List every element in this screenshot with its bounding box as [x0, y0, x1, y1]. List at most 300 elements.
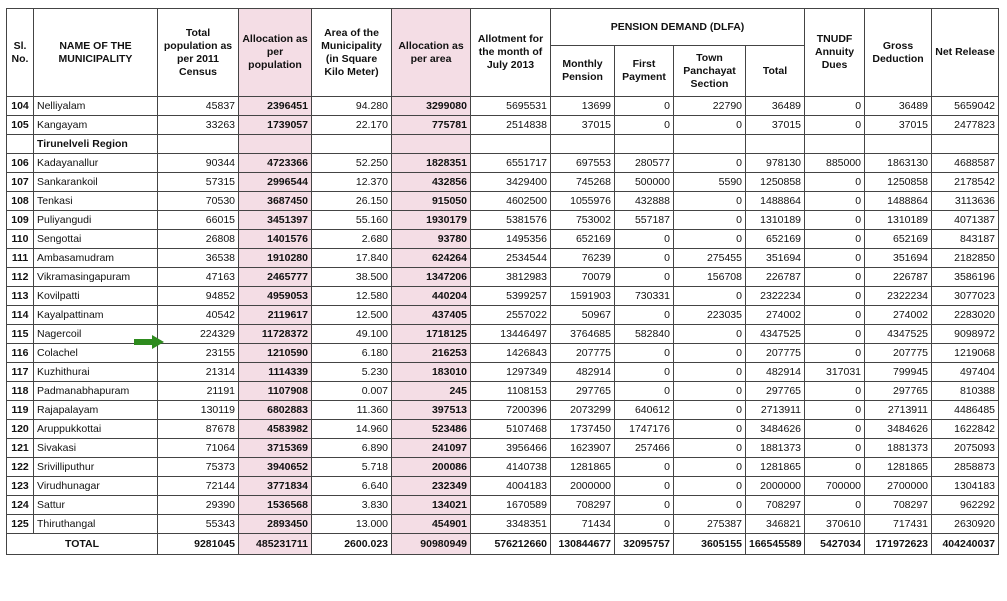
gross-deduction-cell: 37015	[865, 116, 932, 135]
municipality-name-cell: Sattur	[34, 496, 158, 515]
monthly-pension-cell: 1591903	[551, 287, 615, 306]
table-row	[7, 458, 999, 477]
net-release-cell: 2858873	[932, 458, 999, 477]
municipality-name-cell: Kangayam	[34, 116, 158, 135]
net-release-cell: 843187	[932, 230, 999, 249]
alloc-population-cell: 11728372	[239, 325, 312, 344]
alloc-area-cell: 134021	[392, 496, 471, 515]
net-release-cell: 497404	[932, 363, 999, 382]
population-cell	[158, 135, 239, 154]
alloc-population-cell: 1114339	[239, 363, 312, 382]
allotment-cell: 3348351	[471, 515, 551, 534]
net-release-cell: 4688587	[932, 154, 999, 173]
net-release-cell: 1219068	[932, 344, 999, 363]
sl-no-cell: 114	[7, 306, 34, 325]
monthly-pension-cell: 1623907	[551, 439, 615, 458]
sl-no-cell: 121	[7, 439, 34, 458]
town-panchayat-cell: 156708	[674, 268, 746, 287]
gross-deduction-cell: 297765	[865, 382, 932, 401]
total-gross-deduction: 171972623	[865, 534, 932, 555]
table-row	[7, 268, 999, 287]
town-panchayat-cell: 22790	[674, 97, 746, 116]
town-panchayat-cell: 0	[674, 401, 746, 420]
total-alloc-population: 485231711	[239, 534, 312, 555]
monthly-pension-cell: 1055976	[551, 192, 615, 211]
population-cell: 55343	[158, 515, 239, 534]
municipality-name-cell: Nagercoil	[34, 325, 158, 344]
alloc-population-cell: 1536568	[239, 496, 312, 515]
total-net-release: 404240037	[932, 534, 999, 555]
sl-no-cell: 113	[7, 287, 34, 306]
tnudf-dues-cell: 0	[805, 496, 865, 515]
sl-no-cell: 107	[7, 173, 34, 192]
gross-deduction-cell: 1250858	[865, 173, 932, 192]
alloc-area-cell: 397513	[392, 401, 471, 420]
allotment-cell: 7200396	[471, 401, 551, 420]
table-row	[7, 382, 999, 401]
alloc-area-cell: 437405	[392, 306, 471, 325]
town-panchayat-cell: 275387	[674, 515, 746, 534]
sl-no-cell	[7, 135, 34, 154]
header-net-release: Net Release	[932, 9, 999, 97]
population-cell: 29390	[158, 496, 239, 515]
total-row	[7, 534, 999, 555]
tnudf-dues-cell: 370610	[805, 515, 865, 534]
monthly-pension-cell: 708297	[551, 496, 615, 515]
area-cell: 26.150	[312, 192, 392, 211]
town-panchayat-cell: 0	[674, 477, 746, 496]
allotment-cell	[471, 135, 551, 154]
alloc-population-cell: 4959053	[239, 287, 312, 306]
pension-total-cell: 652169	[746, 230, 805, 249]
header-pension-total: Total	[746, 46, 805, 97]
sl-no-cell: 108	[7, 192, 34, 211]
table-body	[7, 97, 999, 534]
pension-total-cell: 1488864	[746, 192, 805, 211]
gross-deduction-cell: 1488864	[865, 192, 932, 211]
municipality-name-cell: Tenkasi	[34, 192, 158, 211]
header-monthly-pension: Monthly Pension	[551, 46, 615, 97]
monthly-pension-cell: 482914	[551, 363, 615, 382]
area-cell: 55.160	[312, 211, 392, 230]
population-cell: 90344	[158, 154, 239, 173]
alloc-area-cell: 432856	[392, 173, 471, 192]
header-gross-deduction: Gross Deduction	[865, 9, 932, 97]
population-cell: 94852	[158, 287, 239, 306]
net-release-cell: 962292	[932, 496, 999, 515]
municipality-name-cell: Kovilpatti	[34, 287, 158, 306]
pension-total-cell	[746, 135, 805, 154]
monthly-pension-cell: 70079	[551, 268, 615, 287]
town-panchayat-cell	[674, 135, 746, 154]
sl-no-cell: 116	[7, 344, 34, 363]
alloc-population-cell: 3687450	[239, 192, 312, 211]
pension-total-cell: 708297	[746, 496, 805, 515]
tnudf-dues-cell	[805, 135, 865, 154]
first-payment-cell: 730331	[615, 287, 674, 306]
allotment-cell: 2514838	[471, 116, 551, 135]
monthly-pension-cell: 2000000	[551, 477, 615, 496]
table-row	[7, 154, 999, 173]
pension-total-cell: 226787	[746, 268, 805, 287]
alloc-population-cell: 2996544	[239, 173, 312, 192]
alloc-area-cell: 93780	[392, 230, 471, 249]
allotment-cell: 4602500	[471, 192, 551, 211]
monthly-pension-cell: 1737450	[551, 420, 615, 439]
area-cell: 49.100	[312, 325, 392, 344]
alloc-area-cell: 241097	[392, 439, 471, 458]
first-payment-cell: 0	[615, 382, 674, 401]
monthly-pension-cell: 2073299	[551, 401, 615, 420]
sl-no-cell: 109	[7, 211, 34, 230]
total-population: 9281045	[158, 534, 239, 555]
arrow-right-icon	[134, 335, 164, 349]
header-total-population: Total population as per 2011 Census	[158, 9, 239, 97]
total-area: 2600.023	[312, 534, 392, 555]
municipality-name-cell: Aruppukkottai	[34, 420, 158, 439]
alloc-population-cell: 1910280	[239, 249, 312, 268]
net-release-cell: 2178542	[932, 173, 999, 192]
pension-total-cell: 1310189	[746, 211, 805, 230]
area-cell: 2.680	[312, 230, 392, 249]
alloc-area-cell: 1347206	[392, 268, 471, 287]
pension-total-cell: 36489	[746, 97, 805, 116]
pension-total-cell: 297765	[746, 382, 805, 401]
pension-total-cell: 1250858	[746, 173, 805, 192]
municipality-name-cell: Tirunelveli Region	[34, 135, 158, 154]
table-row	[7, 287, 999, 306]
net-release-cell: 1622842	[932, 420, 999, 439]
monthly-pension-cell	[551, 135, 615, 154]
alloc-population-cell: 1739057	[239, 116, 312, 135]
municipality-name-cell: Colachel	[34, 344, 158, 363]
alloc-area-cell: 183010	[392, 363, 471, 382]
tnudf-dues-cell: 0	[805, 173, 865, 192]
area-cell: 52.250	[312, 154, 392, 173]
pension-total-cell: 346821	[746, 515, 805, 534]
pension-total-cell: 4347525	[746, 325, 805, 344]
municipality-name-cell: Vikramasingapuram	[34, 268, 158, 287]
tnudf-dues-cell: 0	[805, 458, 865, 477]
population-cell: 45837	[158, 97, 239, 116]
sl-no-cell: 119	[7, 401, 34, 420]
table-row	[7, 363, 999, 382]
header-allotment: Allotment for the month of July 2013	[471, 9, 551, 97]
tnudf-dues-cell: 0	[805, 116, 865, 135]
area-cell: 12.580	[312, 287, 392, 306]
town-panchayat-cell: 223035	[674, 306, 746, 325]
town-panchayat-cell: 0	[674, 154, 746, 173]
municipality-name-cell: Sankarankoil	[34, 173, 158, 192]
town-panchayat-cell: 275455	[674, 249, 746, 268]
sl-no-cell: 105	[7, 116, 34, 135]
allocation-table	[6, 8, 999, 555]
first-payment-cell: 0	[615, 249, 674, 268]
population-cell: 21191	[158, 382, 239, 401]
area-cell: 14.960	[312, 420, 392, 439]
pension-total-cell: 1281865	[746, 458, 805, 477]
population-cell: 71064	[158, 439, 239, 458]
town-panchayat-cell: 0	[674, 325, 746, 344]
municipality-name-cell: Puliyangudi	[34, 211, 158, 230]
area-cell	[312, 135, 392, 154]
gross-deduction-cell: 207775	[865, 344, 932, 363]
net-release-cell: 4071387	[932, 211, 999, 230]
net-release-cell: 3586196	[932, 268, 999, 287]
alloc-population-cell: 3940652	[239, 458, 312, 477]
table-row	[7, 173, 999, 192]
alloc-population-cell: 1210590	[239, 344, 312, 363]
allotment-cell: 4140738	[471, 458, 551, 477]
sl-no-cell: 124	[7, 496, 34, 515]
alloc-population-cell: 1401576	[239, 230, 312, 249]
tnudf-dues-cell: 0	[805, 344, 865, 363]
header-tnudf: TNUDF Annuity Dues	[805, 9, 865, 97]
town-panchayat-cell: 0	[674, 382, 746, 401]
monthly-pension-cell: 697553	[551, 154, 615, 173]
area-cell: 12.370	[312, 173, 392, 192]
tnudf-dues-cell: 0	[805, 97, 865, 116]
net-release-cell: 2182850	[932, 249, 999, 268]
first-payment-cell: 257466	[615, 439, 674, 458]
area-cell: 17.840	[312, 249, 392, 268]
area-cell: 11.360	[312, 401, 392, 420]
municipality-name-cell: Nelliyalam	[34, 97, 158, 116]
header-town-panchayat: Town Panchayat Section	[674, 46, 746, 97]
alloc-area-cell: 3299080	[392, 97, 471, 116]
table-row	[7, 401, 999, 420]
pension-total-cell: 207775	[746, 344, 805, 363]
pension-total-cell: 482914	[746, 363, 805, 382]
area-cell: 6.180	[312, 344, 392, 363]
population-cell: 40542	[158, 306, 239, 325]
alloc-area-cell	[392, 135, 471, 154]
allotment-cell: 1108153	[471, 382, 551, 401]
town-panchayat-cell: 0	[674, 211, 746, 230]
tnudf-dues-cell: 0	[805, 287, 865, 306]
sl-no-cell: 122	[7, 458, 34, 477]
town-panchayat-cell: 0	[674, 458, 746, 477]
area-cell: 5.718	[312, 458, 392, 477]
monthly-pension-cell: 753002	[551, 211, 615, 230]
allotment-cell: 3956466	[471, 439, 551, 458]
town-panchayat-cell: 0	[674, 344, 746, 363]
monthly-pension-cell: 1281865	[551, 458, 615, 477]
sl-no-cell: 120	[7, 420, 34, 439]
alloc-population-cell: 2119617	[239, 306, 312, 325]
gross-deduction-cell: 1310189	[865, 211, 932, 230]
area-cell: 6.890	[312, 439, 392, 458]
total-monthly-pension: 130844677	[551, 534, 615, 555]
alloc-population-cell: 4723366	[239, 154, 312, 173]
alloc-area-cell: 216253	[392, 344, 471, 363]
sl-no-cell: 106	[7, 154, 34, 173]
gross-deduction-cell: 652169	[865, 230, 932, 249]
municipality-name-cell: Sivakasi	[34, 439, 158, 458]
population-cell: 87678	[158, 420, 239, 439]
allotment-cell: 6551717	[471, 154, 551, 173]
tnudf-dues-cell: 0	[805, 420, 865, 439]
alloc-population-cell: 2396451	[239, 97, 312, 116]
table-row	[7, 192, 999, 211]
pension-total-cell: 978130	[746, 154, 805, 173]
allotment-cell: 2534544	[471, 249, 551, 268]
header-area: Area of the Municipality (in Square Kilo Meter)	[312, 9, 392, 97]
monthly-pension-cell: 207775	[551, 344, 615, 363]
first-payment-cell: 0	[615, 477, 674, 496]
header-sl-no: Sl. No.	[7, 9, 34, 97]
pension-total-cell: 3484626	[746, 420, 805, 439]
total-alloc-area: 90980949	[392, 534, 471, 555]
first-payment-cell: 640612	[615, 401, 674, 420]
first-payment-cell: 0	[615, 306, 674, 325]
table-row	[7, 306, 999, 325]
gross-deduction-cell: 1281865	[865, 458, 932, 477]
alloc-population-cell: 6802883	[239, 401, 312, 420]
tnudf-dues-cell: 0	[805, 382, 865, 401]
tnudf-dues-cell: 317031	[805, 363, 865, 382]
population-cell: 21314	[158, 363, 239, 382]
monthly-pension-cell: 297765	[551, 382, 615, 401]
allotment-cell: 3429400	[471, 173, 551, 192]
allotment-cell: 1297349	[471, 363, 551, 382]
area-cell: 0.007	[312, 382, 392, 401]
net-release-cell: 2630920	[932, 515, 999, 534]
sl-no-cell: 125	[7, 515, 34, 534]
municipality-name-cell: Srivilliputhur	[34, 458, 158, 477]
pension-total-cell: 351694	[746, 249, 805, 268]
first-payment-cell: 0	[615, 97, 674, 116]
total-town-panchayat: 3605155	[674, 534, 746, 555]
municipality-name-cell: Padmanabhapuram	[34, 382, 158, 401]
alloc-area-cell: 624264	[392, 249, 471, 268]
alloc-area-cell: 915050	[392, 192, 471, 211]
gross-deduction-cell: 351694	[865, 249, 932, 268]
first-payment-cell: 0	[615, 344, 674, 363]
first-payment-cell: 0	[615, 230, 674, 249]
region-header-row	[7, 135, 999, 154]
alloc-population-cell: 1107908	[239, 382, 312, 401]
alloc-area-cell: 454901	[392, 515, 471, 534]
tnudf-dues-cell: 0	[805, 249, 865, 268]
allotment-cell: 2557022	[471, 306, 551, 325]
sl-no-cell: 118	[7, 382, 34, 401]
sl-no-cell: 117	[7, 363, 34, 382]
alloc-population-cell: 2893450	[239, 515, 312, 534]
town-panchayat-cell: 0	[674, 287, 746, 306]
gross-deduction-cell: 2322234	[865, 287, 932, 306]
first-payment-cell: 0	[615, 515, 674, 534]
gross-deduction-cell: 274002	[865, 306, 932, 325]
first-payment-cell: 1747176	[615, 420, 674, 439]
alloc-population-cell: 3771834	[239, 477, 312, 496]
town-panchayat-cell: 0	[674, 192, 746, 211]
header-name: NAME OF THE MUNICIPALITY	[34, 9, 158, 97]
town-panchayat-cell: 0	[674, 230, 746, 249]
monthly-pension-cell: 3764685	[551, 325, 615, 344]
header-first-payment: First Payment	[615, 46, 674, 97]
municipality-name-cell: Thiruthangal	[34, 515, 158, 534]
first-payment-cell: 582840	[615, 325, 674, 344]
town-panchayat-cell: 0	[674, 363, 746, 382]
table-row	[7, 249, 999, 268]
area-cell: 22.170	[312, 116, 392, 135]
gross-deduction-cell: 708297	[865, 496, 932, 515]
sl-no-cell: 115	[7, 325, 34, 344]
tnudf-dues-cell: 0	[805, 230, 865, 249]
total-pension-total: 166545589	[746, 534, 805, 555]
tnudf-dues-cell: 0	[805, 325, 865, 344]
first-payment-cell: 500000	[615, 173, 674, 192]
alloc-area-cell: 440204	[392, 287, 471, 306]
tnudf-dues-cell: 0	[805, 211, 865, 230]
table-row	[7, 230, 999, 249]
population-cell: 224329	[158, 325, 239, 344]
allotment-cell: 1495356	[471, 230, 551, 249]
first-payment-cell: 432888	[615, 192, 674, 211]
alloc-population-cell: 2465777	[239, 268, 312, 287]
allotment-cell: 1670589	[471, 496, 551, 515]
header-alloc-population: Allocation as per population	[239, 9, 312, 97]
population-cell: 70530	[158, 192, 239, 211]
sl-no-cell: 104	[7, 97, 34, 116]
tnudf-dues-cell: 0	[805, 439, 865, 458]
total-allotment: 576212660	[471, 534, 551, 555]
area-cell: 5.230	[312, 363, 392, 382]
monthly-pension-cell: 50967	[551, 306, 615, 325]
gross-deduction-cell: 36489	[865, 97, 932, 116]
first-payment-cell: 0	[615, 363, 674, 382]
gross-deduction-cell: 4347525	[865, 325, 932, 344]
population-cell: 72144	[158, 477, 239, 496]
town-panchayat-cell: 0	[674, 439, 746, 458]
allotment-cell: 4004183	[471, 477, 551, 496]
pension-total-cell: 2322234	[746, 287, 805, 306]
gross-deduction-cell: 799945	[865, 363, 932, 382]
first-payment-cell: 557187	[615, 211, 674, 230]
alloc-area-cell: 523486	[392, 420, 471, 439]
population-cell: 75373	[158, 458, 239, 477]
allotment-cell: 5695531	[471, 97, 551, 116]
pension-total-cell: 274002	[746, 306, 805, 325]
table-row	[7, 496, 999, 515]
tnudf-dues-cell: 0	[805, 268, 865, 287]
area-cell: 6.640	[312, 477, 392, 496]
municipality-name-cell: Rajapalayam	[34, 401, 158, 420]
first-payment-cell: 0	[615, 116, 674, 135]
town-panchayat-cell: 0	[674, 496, 746, 515]
allotment-cell: 1426843	[471, 344, 551, 363]
sl-no-cell: 110	[7, 230, 34, 249]
alloc-area-cell: 1930179	[392, 211, 471, 230]
monthly-pension-cell: 745268	[551, 173, 615, 192]
population-cell: 47163	[158, 268, 239, 287]
gross-deduction-cell: 3484626	[865, 420, 932, 439]
gross-deduction-cell: 1863130	[865, 154, 932, 173]
population-cell: 23155	[158, 344, 239, 363]
area-cell: 3.830	[312, 496, 392, 515]
sl-no-cell: 123	[7, 477, 34, 496]
net-release-cell: 810388	[932, 382, 999, 401]
tnudf-dues-cell: 0	[805, 401, 865, 420]
alloc-population-cell: 3715369	[239, 439, 312, 458]
town-panchayat-cell: 0	[674, 420, 746, 439]
net-release-cell: 9098972	[932, 325, 999, 344]
municipality-name-cell: Kayalpattinam	[34, 306, 158, 325]
population-cell: 66015	[158, 211, 239, 230]
first-payment-cell: 0	[615, 496, 674, 515]
alloc-area-cell: 1718125	[392, 325, 471, 344]
